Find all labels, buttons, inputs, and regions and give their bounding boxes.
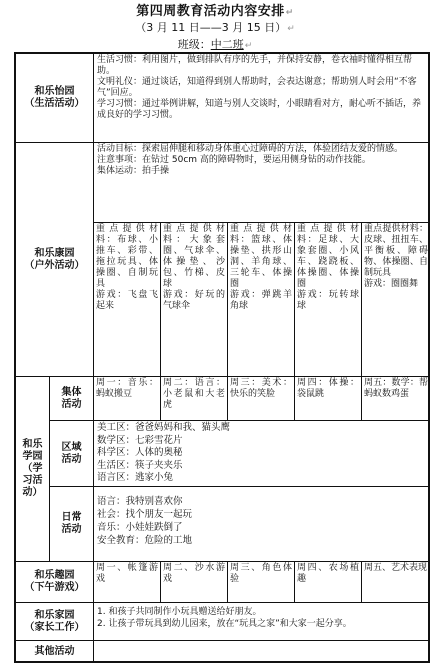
outdoor-group: 集体运动：拍手操 [97, 166, 170, 176]
afternoon-fri: 周五、艺术表现 [362, 562, 430, 603]
outdoor-col-5: 重点提供材料：皮球、扭扭车、平衡板、障碍物、体操圈、自制玩具 游戏：圈圈舞 [362, 223, 430, 377]
outdoor-col-4: 重点提供材料：足球、大象套圈、小风车、跷跷板、体操圈、体操圈 游戏：玩转球球 [295, 223, 362, 377]
afternoon-wed: 周三、角色体验 [228, 562, 295, 603]
afternoon-mon: 周一、帐篷游戏 [94, 562, 161, 603]
area-activity-label: 区域 活动 [50, 421, 94, 487]
schedule-table [14, 52, 430, 663]
outdoor-goal: 活动目标：探索屈伸腿和移动身体重心过障碍的方法，体验团结友爱的情感。 [97, 144, 404, 154]
group-activity-thu: 周四：体操：袋鼠跳 [295, 377, 362, 421]
home-label: 和乐家园 （家长工作） [14, 603, 94, 641]
group-activity-label: 集体 活动 [50, 377, 94, 421]
life-label: 和乐怡园 （生活活动） [14, 52, 94, 143]
group-activity-wed: 周三：美术：快乐的笑脸 [228, 377, 295, 421]
afternoon-label: 和乐趣园 （下午游戏） [14, 562, 94, 603]
outdoor-col-2: 重点提供材料：大象套圈、气球伞、体操垫、沙包、竹梯、皮球 游戏：好玩的气球伞 [161, 223, 228, 377]
learning-label: 和乐 学园 （学 习活 动） [14, 377, 50, 562]
life-line-etiquette: 文明礼仪：通过谈话，知道得到别人帮助时，会表达谢意；帮助别人时会用“不客气”回应。 [97, 77, 417, 98]
outdoor-notice: 注意事项：在钻过 50cm 高的障碍物时，要运用侧身钻的动作技能。 [97, 155, 371, 165]
class-line: 班级：中二班↵ [177, 38, 253, 51]
other-label: 其他活动 [14, 641, 94, 663]
outdoor-intro [94, 143, 430, 223]
home-content: 1. 和孩子共同制作小玩具赠送给好朋友。 2. 让孩子带玩具到幼儿园来，放在“玩具之家”和大家一起分享。 [94, 603, 430, 641]
area-activity-content: 美工区：爸爸妈妈和我、猫头鹰 数学区：七彩雪花片 科学区：人体的奥秘 生活区：筷子夹夹乐 语言区：逃家小兔 [94, 421, 430, 487]
page-title: 第四周教育活动内容安排↵ [136, 4, 294, 19]
daily-activity-label: 日常 活动 [50, 487, 94, 562]
life-line-habits: 生活习惯：利用图片，做到排队有序的先手，并保持安静，卷衣袖时懂得相互帮助。 [97, 55, 413, 76]
life-line-study: 学习习惯：通过举例讲解，知道与别人交谈时，小眼睛看对方，耐心听不插话，养成良好的学习习惯。 [97, 99, 422, 120]
group-activity-mon: 周一：音乐：蚂蚁搬豆 [94, 377, 161, 421]
afternoon-thu: 周四、农场植趣 [295, 562, 362, 603]
afternoon-tue: 周二、沙水游戏 [161, 562, 228, 603]
outdoor-col-3: 重点提供材料：篮球、体操垫、拱形山洞、羊角球、三轮车、体操圈 游戏：弹跳羊角球 [228, 223, 295, 377]
outdoor-label: 和乐康园 （户外活动） [14, 143, 94, 377]
group-activity-fri: 周五：数学：帮蚂蚁数鸡蛋 [362, 377, 430, 421]
life-content [94, 52, 430, 143]
other-content [94, 641, 430, 663]
outdoor-col-1: 重点提供材料：布球、小推车、彩带、拖拉玩具、体操圈、自制玩具 游戏：飞盘飞起来 [94, 223, 161, 377]
daily-activity-content: 语言：我特别喜欢你 社会：找个朋友一起玩 音乐：小娃娃跌倒了 安全教育：危险的工地 [94, 487, 430, 562]
group-activity-tue: 周二：语言：小老鼠和大老虎 [161, 377, 228, 421]
date-range: （3 月 11 日——3 月 15 日）↵ [135, 21, 295, 34]
class-name: 中二班 [210, 38, 244, 51]
